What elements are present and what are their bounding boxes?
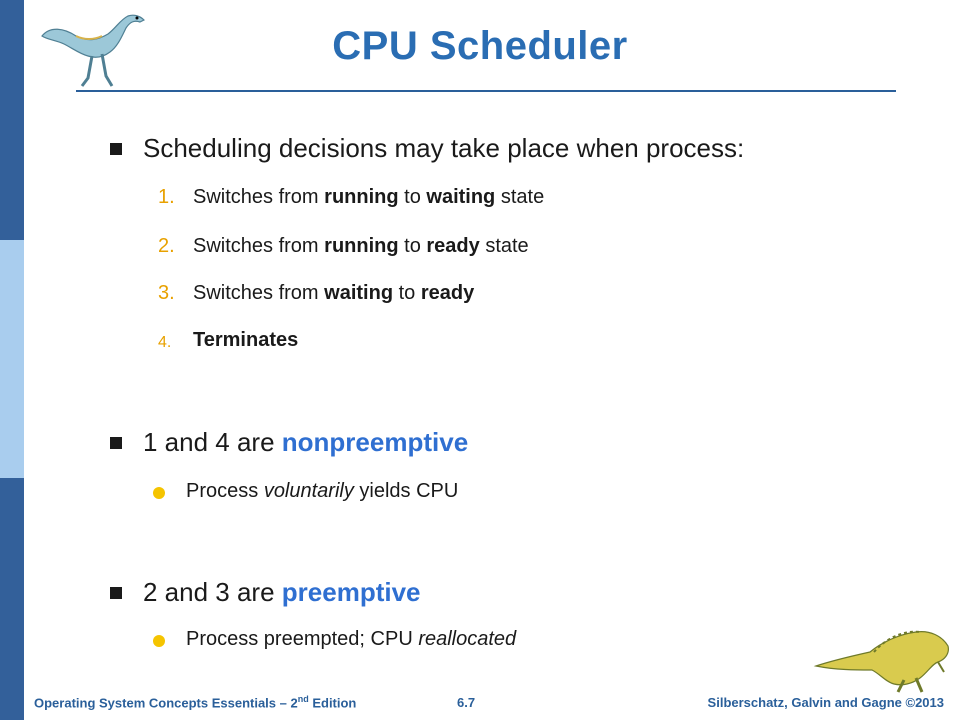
round-bullet-icon	[153, 487, 165, 499]
bullet-preemptive: 2 and 3 are preemptive	[143, 577, 421, 607]
footer-book-title: Operating System Concepts Essentials – 2nd Edition	[34, 693, 357, 710]
square-bullet-icon	[110, 143, 122, 155]
step-item: Switches from running to ready state	[193, 235, 529, 257]
dinosaur-bottom-icon	[812, 612, 952, 694]
footer-authors: Silberschatz, Galvin and Gagne ©2013	[707, 695, 944, 710]
step-item: Terminates	[193, 329, 299, 351]
slide-title: CPU Scheduler	[332, 24, 628, 68]
step-number: 2.	[158, 235, 175, 257]
step-number: 3.	[158, 282, 175, 304]
bullet-nonpreemptive: 1 and 4 are nonpreemptive	[143, 427, 469, 457]
footer-page-number: 6.7	[457, 695, 476, 710]
sub-bullet-reallocated: Process preempted; CPU reallocated	[186, 628, 517, 650]
side-bar-bottom	[0, 478, 24, 720]
side-bar-middle	[0, 240, 24, 478]
title-underline	[76, 90, 896, 92]
step-number: 1.	[158, 186, 175, 208]
square-bullet-icon	[110, 587, 122, 599]
step-number: 4.	[158, 334, 172, 351]
sub-bullet-voluntarily: Process voluntarily yields CPU	[186, 480, 459, 502]
round-bullet-icon	[153, 635, 165, 647]
step-item: Switches from waiting to ready	[193, 282, 475, 304]
square-bullet-icon	[110, 437, 122, 449]
step-item: Switches from running to waiting state	[193, 186, 545, 208]
bullet-scheduling-decisions: Scheduling decisions may take place when process:	[143, 133, 745, 163]
